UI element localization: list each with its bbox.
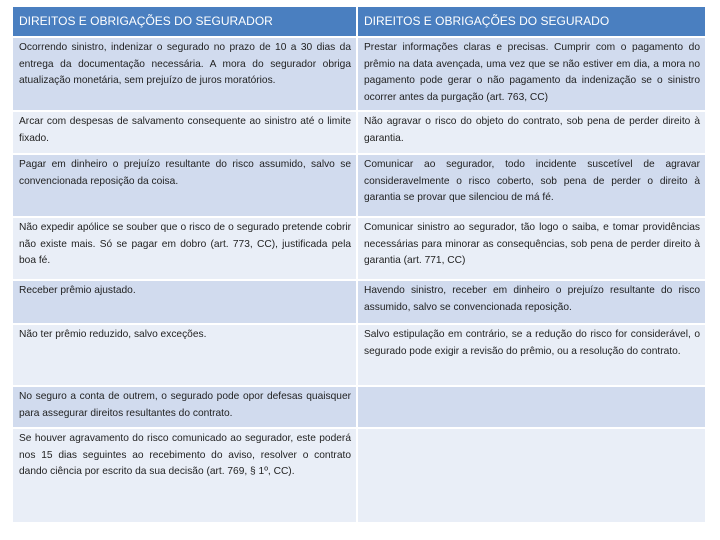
header-insured: DIREITOS E OBRIGAÇÕES DO SEGURADO [357, 6, 706, 37]
table-row [12, 217, 706, 280]
table-row [12, 386, 706, 428]
table-row [12, 154, 706, 217]
table-row [12, 324, 706, 386]
insurer-cell: Receber prêmio ajustado. [12, 280, 357, 324]
table-row [12, 280, 706, 324]
table-header-row [12, 6, 706, 37]
insured-cell: Havendo sinistro, receber em dinheiro o prejuízo resultante do risco assumido, salvo se convencionada reposição. [357, 280, 706, 324]
header-insurer: DIREITOS E OBRIGAÇÕES DO SEGURADOR [12, 6, 357, 37]
rights-obligations-table [12, 6, 706, 523]
insurer-cell: Ocorrendo sinistro, indenizar o segurado no prazo de 10 a 30 dias da entrega da documentação necessária. A mora do segurador obriga atualização monetária, sem prejuízo de juros moratórios. [12, 37, 357, 111]
insured-cell [357, 386, 706, 428]
table-row [12, 111, 706, 154]
insurer-cell: Não expedir apólice se souber que o risco de o segurado pretende cobrir não existe mais. Só se pagar em dobro (art. 773, CC), justificada pela boa fé. [12, 217, 357, 280]
insurer-cell: No seguro a conta de outrem, o segurado pode opor defesas quaisquer para assegurar direitos resultantes do contrato. [12, 386, 357, 428]
table-row [12, 428, 706, 523]
insured-cell: Prestar informações claras e precisas. Cumprir com o pagamento do prêmio na data avençada, uma vez que se não estiver em dia, a mora no pagamento pode gerar o não pagamento da indenização se o sinistro ocorrer antes da purgação (art. 763, CC) [357, 37, 706, 111]
table-row [12, 37, 706, 111]
insured-cell: Não agravar o risco do objeto do contrato, sob pena de perder direito à garantia. [357, 111, 706, 154]
insured-cell: Comunicar sinistro ao segurador, tão logo o saiba, e tomar providências necessárias para minorar as consequências, sob pena de perder direito à garantia (art. 771, CC) [357, 217, 706, 280]
insurer-cell: Arcar com despesas de salvamento consequente ao sinistro até o limite fixado. [12, 111, 357, 154]
insured-cell: Comunicar ao segurador, todo incidente suscetível de agravar consideravelmente o risco coberto, sob pena de perder o direito à garantia se provar que silenciou de má fé. [357, 154, 706, 217]
insurer-cell: Pagar em dinheiro o prejuízo resultante do risco assumido, salvo se convencionada reposição da coisa. [12, 154, 357, 217]
insured-cell [357, 428, 706, 523]
insurer-cell: Se houver agravamento do risco comunicado ao segurador, este poderá nos 15 dias seguintes ao recebimento do aviso, resolver o contrato dando ciência por escrito da sua decisão (art. 769, § 1º, CC). [12, 428, 357, 523]
insurer-cell: Não ter prêmio reduzido, salvo exceções. [12, 324, 357, 386]
insured-cell: Salvo estipulação em contrário, se a redução do risco for considerável, o segurado pode exigir a revisão do prêmio, ou a resolução do contrato. [357, 324, 706, 386]
